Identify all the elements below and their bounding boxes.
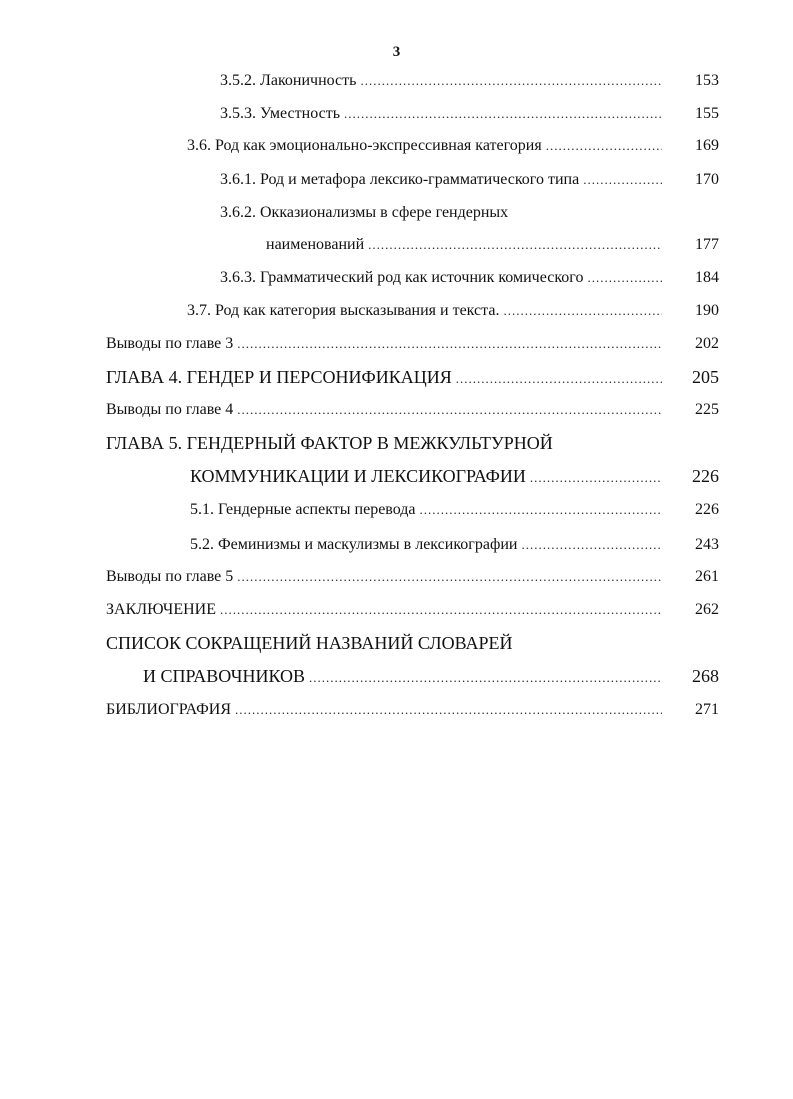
toc-entry <box>220 103 719 125</box>
toc-entry-line <box>106 432 665 454</box>
toc-entry-line <box>220 202 665 224</box>
dot-leader <box>503 300 662 322</box>
dot-leader <box>368 234 662 256</box>
toc-entry-page: 268 <box>692 666 719 686</box>
toc-entry-title: 3.6.2. Окказионализмы в сфере гендерных <box>220 204 509 221</box>
dot-leader <box>309 667 662 689</box>
toc-entry-page: 177 <box>695 236 719 253</box>
toc-entry <box>106 566 719 588</box>
page-number: 3 <box>392 44 401 60</box>
toc-entry-title: 3.6.3. Грамматический род как источник комического <box>220 269 584 286</box>
toc-entry-title: КОММУНИКАЦИИ И ЛЕКСИКОГРАФИИ <box>190 466 526 486</box>
toc-entry-title: Выводы по главе 3 <box>106 335 234 352</box>
toc-entry <box>220 70 719 92</box>
toc-entry-title: БИБЛИОГРАФИЯ <box>106 701 232 718</box>
toc-entry <box>220 267 719 289</box>
toc-entry-title: Выводы по главе 5 <box>106 568 234 585</box>
dot-leader <box>235 699 662 721</box>
toc-entry-title: 3.6. Род как эмоционально-экспрессивная категория <box>187 137 542 154</box>
toc-entry-title: 3.7. Род как категория высказывания и текста. <box>187 302 500 319</box>
toc-entry-title: СПИСОК СОКРАЩЕНИЙ НАЗВАНИЙ СЛОВАРЕЙ <box>106 633 513 653</box>
dot-leader <box>420 499 662 521</box>
toc-entry <box>143 665 719 687</box>
toc-entry <box>190 499 719 521</box>
toc-entry-page: 184 <box>695 269 719 286</box>
toc-entry-page: 271 <box>695 701 719 718</box>
toc-entry <box>266 234 719 256</box>
toc-entry-page: 205 <box>692 367 719 387</box>
dot-leader <box>456 368 662 390</box>
toc-entry-page: 261 <box>695 568 719 585</box>
toc-entry <box>106 699 719 721</box>
toc-entry-page: 225 <box>695 401 719 418</box>
dot-leader <box>237 399 662 421</box>
toc-entry-title: Выводы по главе 4 <box>106 401 234 418</box>
toc-entry-page: 226 <box>692 466 719 486</box>
toc-entry <box>190 465 719 487</box>
dot-leader <box>360 70 662 92</box>
toc-entry-page: 155 <box>695 105 719 122</box>
toc-entry-title: наименований <box>266 236 365 253</box>
dot-leader <box>546 135 662 157</box>
toc-entry-title: ЗАКЛЮЧЕНИЕ <box>106 601 216 618</box>
toc-entry-title: И СПРАВОЧНИКОВ <box>143 666 306 686</box>
toc-entry-page: 202 <box>695 335 719 352</box>
toc-entry-title: ГЛАВА 5. ГЕНДЕРНЫЙ ФАКТОР В МЕЖКУЛЬТУРНОЙ <box>106 433 553 453</box>
toc-entry <box>220 169 719 191</box>
toc-entry <box>187 300 719 322</box>
toc-entry-title: 3.5.3. Уместность <box>220 105 340 122</box>
toc-entry-title: 5.2. Феминизмы и маскулизмы в лексикографии <box>190 536 518 553</box>
toc-entry <box>106 333 719 355</box>
toc-entry-page: 170 <box>695 171 719 188</box>
toc-entry <box>187 135 719 157</box>
toc-entry <box>190 534 719 556</box>
dot-leader <box>237 333 662 355</box>
toc-entry-title: 3.6.1. Род и метафора лексико-грамматического типа <box>220 171 580 188</box>
toc-entry <box>106 399 719 421</box>
toc-entry-page: 262 <box>695 601 719 618</box>
toc-entry-page: 190 <box>695 302 719 319</box>
toc-entry-page: 153 <box>695 72 719 89</box>
toc-entry <box>106 366 719 388</box>
dot-leader <box>344 103 662 125</box>
dot-leader <box>237 566 662 588</box>
toc-entry-page: 226 <box>695 501 719 518</box>
toc-entry <box>106 599 719 621</box>
dot-leader <box>583 169 662 191</box>
dot-leader <box>530 467 662 489</box>
dot-leader <box>220 599 662 621</box>
toc-entry-title: 3.5.2. Лаконичность <box>220 72 357 89</box>
toc-entry-page: 169 <box>695 137 719 154</box>
toc-entry-line <box>106 632 665 654</box>
toc-entry-title: ГЛАВА 4. ГЕНДЕР И ПЕРСОНИФИКАЦИЯ <box>106 367 452 387</box>
toc-entry-page: 243 <box>695 536 719 553</box>
toc-entry-title: 5.1. Гендерные аспекты перевода <box>190 501 416 518</box>
dot-leader <box>587 267 662 289</box>
dot-leader <box>521 534 662 556</box>
